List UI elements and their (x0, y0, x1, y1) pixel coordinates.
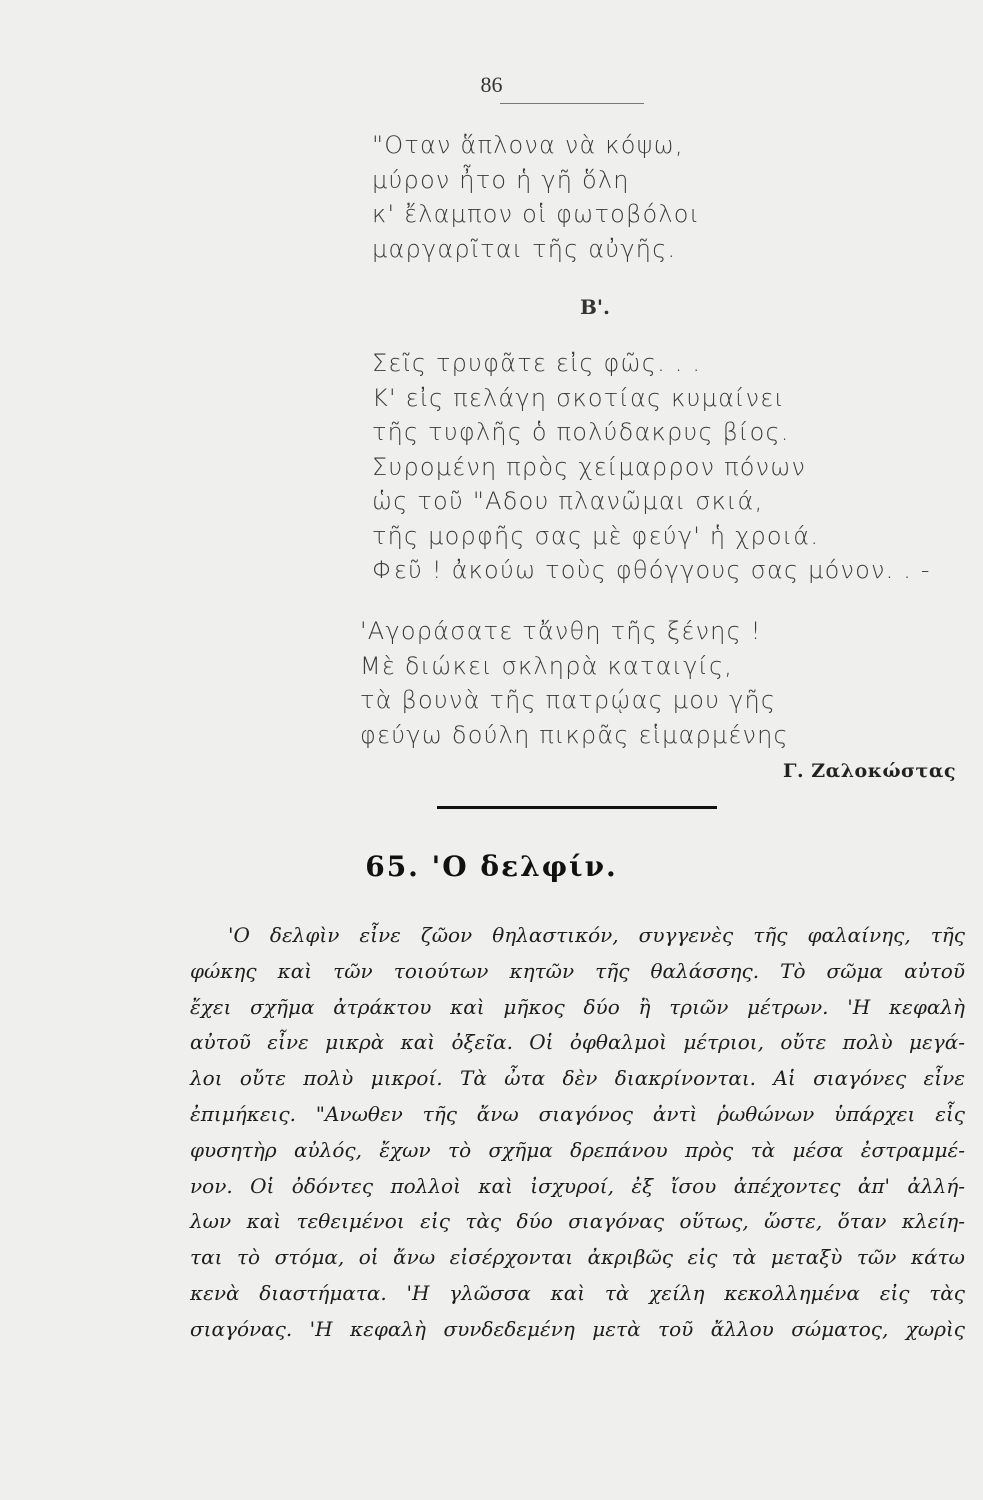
prose-line: φώκης καὶ τῶν τοιούτων κητῶν τῆς θαλάσσης. Τὸ σῶμα αὐτοῦ (190, 958, 965, 983)
poem-line: Κ' εἰς πελάγη σκοτίας κυμαίνει (372, 383, 785, 412)
page-number: 86 (480, 72, 503, 97)
poem-stanza-b (372, 346, 962, 588)
poem-line: Συρομένη πρὸς χείμαρρον πόνων (372, 452, 807, 481)
poem-line: φεύγω δούλη πικρᾶς εἱμαρμένης (360, 720, 789, 749)
prose-line: αὐτοῦ εἶνε μικρὰ καὶ ὀξεῖα. Οἱ ὀφθαλμοὶ μέτριοι, οὔτε πολὺ μεγά- (190, 1030, 965, 1055)
prose-line: ται τὸ στόμα, οἱ ἄνω εἰσέρχονται ἀκριβῶς εἰς τὰ μεταξὺ τῶν κάτω (190, 1245, 965, 1270)
poem-line: τὰ βουνὰ τῆς πατρῴας μου γῆς (360, 686, 777, 714)
poem-line: μύρον ἦτο ἡ γῆ ὅλη (372, 165, 630, 194)
poem-line: 'Αγοράσατε τἄνθη τῆς ξένης ! (360, 617, 762, 645)
prose-line: λοι οὔτε πολὺ μικροί. Τὰ ὦτα δὲν διακρίνονται. Αἱ σιαγόνες εἶνε (190, 1066, 965, 1091)
prose-line: ἔχει σχῆμα ἀτράκτου καὶ μῆκος δύο ἢ τριῶν μέτρων. 'Η κεφαλὴ (190, 994, 965, 1019)
poem-line: "Οταν ἅπλονα νὰ κόψω, (372, 131, 684, 159)
article-body (190, 918, 965, 1348)
poem-stanza-c (360, 614, 950, 752)
prose-line: λων καὶ τεθειμένοι εἰς τὰς δύο σιαγόνας οὕτως, ὥστε, ὅταν κλείη- (190, 1209, 965, 1234)
poem-line: Μὲ διώκει σκληρὰ καταιγίς, (360, 651, 734, 680)
section-mark: Β'. (580, 295, 610, 319)
prose-line: κενὰ διαστήματα. 'Η γλῶσσα καὶ τὰ χείλη κεκολλημένα εἰς τὰς (190, 1280, 965, 1305)
poem-line: κ' ἔλαμπον οἱ φωτοβόλοι (372, 200, 701, 228)
poem-stanza-a (372, 128, 962, 266)
poem-line: Σεῖς τρυφᾶτε εἰς φῶς. . . (372, 349, 702, 377)
prose-line: φυσητὴρ αὐλός, ἔχων τὸ σχῆμα δρεπάνου πρὸς τὰ μέσα ἐστραμμέ- (190, 1137, 965, 1162)
poem-line: Φεῦ ! ἀκούω τοὺς φθόγγους σας μόνον. . - (372, 556, 931, 584)
prose-line: σιαγόνας. 'Η κεφαλὴ συνδεδεμένη μετὰ τοῦ ἄλλου σώματος, χωρὶς (190, 1316, 965, 1341)
poem-line: τῆς τυφλῆς ὁ πολύδακρυς βίος. (372, 418, 790, 446)
poem-line: ὡς τοῦ "Αδου πλανῶμαι σκιά, (372, 487, 764, 515)
poem-line: μαργαρῖται τῆς αὐγῆς. (372, 234, 677, 263)
article-heading: 65. 'Ο δελφίν. (365, 850, 618, 883)
prose-line: νον. Οἱ ὀδόντες πολλοὶ καὶ ἰσχυροί, ἐξ ἴσου ἀπέχοντες ἀπ' ἀλλή- (190, 1173, 965, 1198)
prose-line: ἐπιμήκεις. "Ανωθεν τῆς ἄνω σιαγόνος ἀντὶ ῥωθώνων ὑπάρχει εἷς (190, 1101, 965, 1126)
poem-author: Γ. Ζαλοκώστας (783, 760, 957, 782)
prose-line: 'Ο δελφὶν εἶνε ζῶον θηλαστικόν, συγγενὲς τῆς φαλαίνης, τῆς (228, 923, 965, 947)
section-divider (437, 806, 717, 809)
header-rule (500, 103, 644, 104)
poem-line: τῆς μορφῆς σας μὲ φεύγ' ἡ χροιά. (372, 521, 820, 550)
